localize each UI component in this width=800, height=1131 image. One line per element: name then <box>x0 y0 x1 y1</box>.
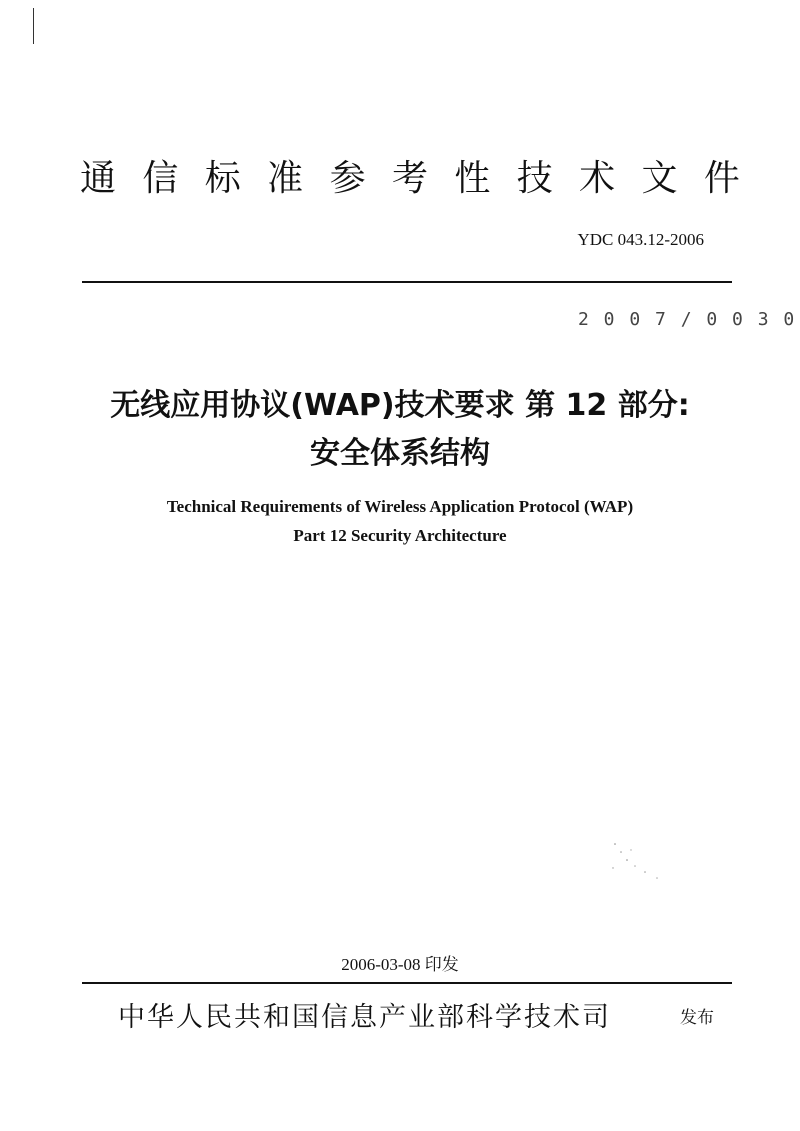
document-category-title <box>80 150 740 200</box>
title-char: 术 <box>579 158 616 199</box>
chinese-title-line-1: 无线应用协议(WAP)技术要求 第 12 部分: <box>110 388 690 423</box>
title-char: 性 <box>454 158 491 199</box>
scan-margin-mark <box>33 8 34 44</box>
title-char: 参 <box>329 158 366 199</box>
title-char: 信 <box>142 158 179 199</box>
title-char: 通 <box>80 158 117 199</box>
archive-stamp: 2 0 0 7 / 0 0 3 0 <box>578 309 797 330</box>
scan-noise-dots <box>605 838 675 888</box>
title-char: 标 <box>204 158 241 199</box>
publisher-name: 中华人民共和国信息产业部科学技术司 <box>118 1002 611 1033</box>
document-number: YDC 043.12-2006 <box>577 230 704 249</box>
title-char: 文 <box>641 158 678 199</box>
top-divider <box>82 281 732 283</box>
title-char: 准 <box>267 158 304 199</box>
bottom-divider <box>82 982 732 984</box>
title-char: 考 <box>391 158 428 199</box>
title-char: 件 <box>703 158 740 199</box>
issue-date: 2006-03-08 印发 <box>341 955 459 974</box>
english-title-line-2: Part 12 Security Architecture <box>293 526 507 545</box>
english-title-line-1: Technical Requirements of Wireless Application Protocol (WAP) <box>166 497 634 516</box>
publish-label: 发布 <box>680 1008 714 1028</box>
chinese-title-line-2: 安全体系结构 <box>310 436 490 471</box>
title-char: 技 <box>516 158 553 199</box>
